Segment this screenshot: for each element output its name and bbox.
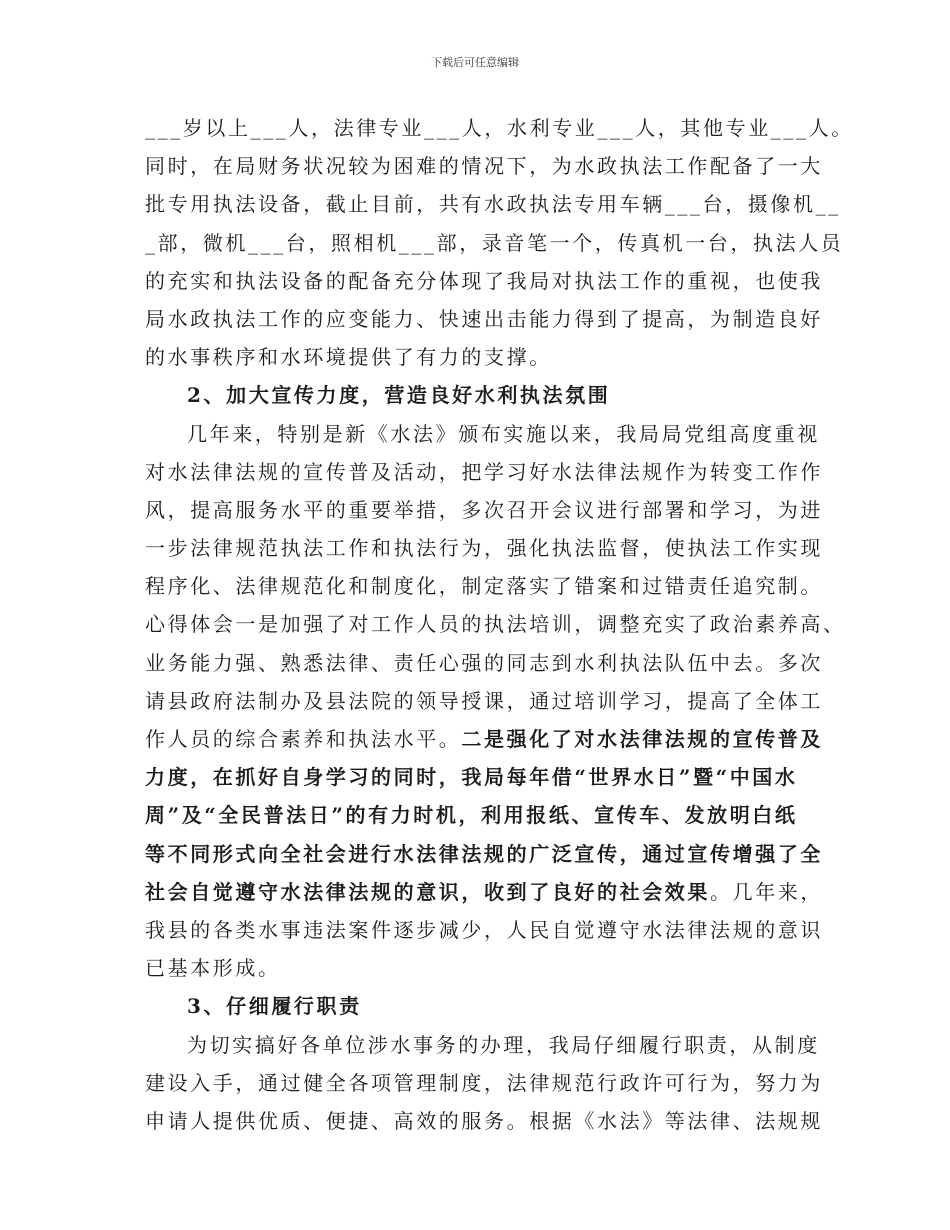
text-line: 申请人提供优质、便捷、高效的服务。根据《水法》等法律、法规规 [145,1108,823,1133]
bold-text: 社会自觉遵守水法律法规的意识，收到了良好的社会效果 [145,879,710,904]
text-line: 局水政执法工作的应变能力、快速出击能力得到了提高，为制造良好 [145,306,823,331]
text-line: 建设入手，通过健全各项管理制度，法律规范行政许可行为，努力为 [145,1070,823,1095]
text-line: 的充实和执法设备的配备充分体现了我局对执法工作的重视，也使我 [145,268,823,293]
text-line: _部，微机___台，照相机___部，录音笔一个，传真机一台，执法人员 [145,230,844,255]
text-line [145,720,825,758]
text-line: 请县政府法制办及县法院的领导授课，通过培训学习，提高了全体工 [145,688,823,713]
text-line: ___岁以上___人，法律专业___人，水利专业___人，其他专业___人。 [145,116,854,140]
plain-text: 作人员的综合素养和执法水平。 [145,727,462,751]
text-line [145,873,825,911]
text-line: 一步法律规范执法工作和执法行为，强化执法监督，使执法工作实现 [145,536,823,561]
text-line: 风，提高服务水平的重要举措，多次召开会议进行部署和学习，为进 [145,497,823,522]
text-line: 心得体会一是加强了对工作人员的执法培训，调整充实了政治素养高、 [145,612,846,637]
section-heading: 2、加大宣传力度，营造良好水利执法氛围 [187,383,611,408]
page-header: 下载后可任意编辑 [431,56,519,69]
bold-line: 力度，在抓好自身学习的同时，我局每年借“世界水日”暨“中国水 [145,765,798,790]
text-line: 几年来，特别是新《水法》颁布实施以来，我局局党组高度重视 [187,421,820,446]
bold-line: 等不同形式向全社会进行水法律法规的广泛宣传，通过宣传增强了全 [145,841,823,866]
text-line: 程序化、法律规范化和制度化，制定落实了错案和过错责任追究制。 [145,574,823,599]
text-line: 为切实搞好各单位涉水事务的办理，我局仔细履行职责，从制度 [187,1032,820,1057]
bold-text: 二是强化了对水法律法规的宣传普及 [461,727,824,751]
text-line: 的水事秩序和水环境提供了有力的支撑。 [145,345,552,370]
text-line: 同时，在局财务状况较为困难的情况下，为水政执法工作配备了一大 [145,154,823,179]
text-line: 已基本形成。 [145,956,281,981]
text-line: 我县的各类水事违法案件逐步减少，人民自觉遵守水法律法规的意识 [145,917,823,942]
bold-line: 周”及“全民普法日”的有力时机，利用报纸、宣传车、发放明白纸 [145,803,798,828]
text-line: 对水法律法规的宣传普及活动，把学习好水法律法规作为转变工作作 [145,459,823,484]
document-body [145,109,854,1140]
text-line: 批专用执法设备，截止目前，共有水政执法专用车辆___台，摄像机__ [145,192,841,217]
section-heading: 3、仔细履行职责 [187,994,362,1019]
text-line: 业务能力强、熟悉法律、责任心强的同志到水利执法队伍中去。多次 [145,650,823,675]
plain-text: 。几年来， [710,879,823,904]
